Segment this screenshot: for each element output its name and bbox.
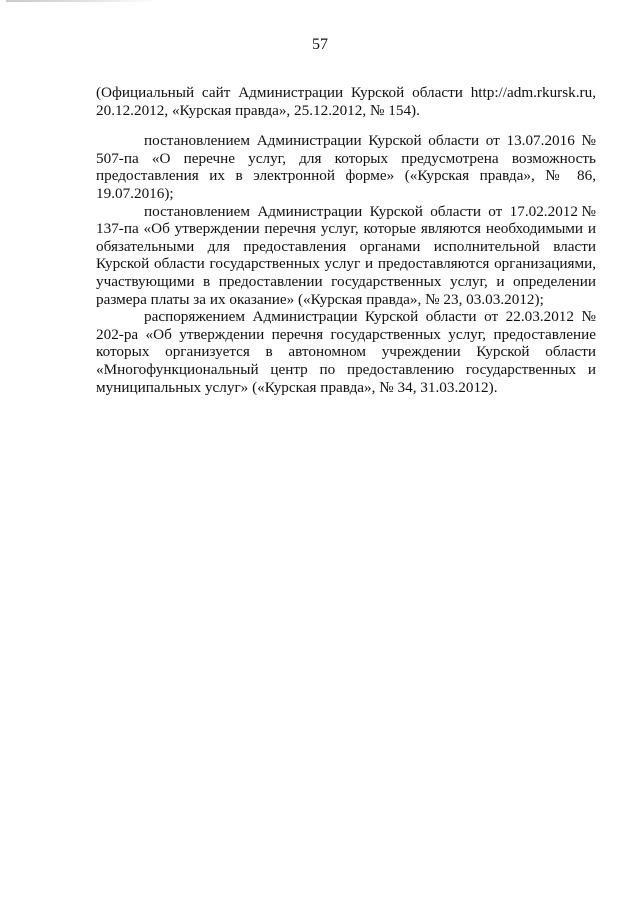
document-body [96,84,596,396]
source-note: (Официальный сайт Администрации Курской области http://adm.rkursk.ru, 20.12.2012, «Курская правда», 25.12.2012, № 154). [96,84,596,119]
scan-edge-artifact [6,0,156,2]
legal-reference-1: постановлением Администрации Курской области от 13.07.2016 № 507-па «О перечне услуг, для которых предусмотрена возможность предоставления их в электронной форме» («Курская правда», № 86, 19.07.2016); [96,132,596,202]
legal-reference-2: постановлением Администрации Курской области от 17.02.2012№ 137-па «Об утверждении перечня услуг, которые являются необходимыми и обязательными для предоставления органами исполнительной власти Курской области государственных услуг и предоставляются организациями, участвующими в предоставлении государственных услуг, и определении размера платы за их оказание» («Курская правда», № 23, 03.03.2012); [96,202,596,308]
page-number: 57 [312,36,328,53]
legal-reference-3: распоряжением Администрации Курской области от 22.03.2012 № 202-ра «Об утверждении перечня государственных услуг, предоставление которых организуется в автономном учреждении Курской области «Многофункциональный центр по предоставлению государственных и муниципальных услуг» («Курская правда», № 34, 31.03.2012). [96,308,596,396]
